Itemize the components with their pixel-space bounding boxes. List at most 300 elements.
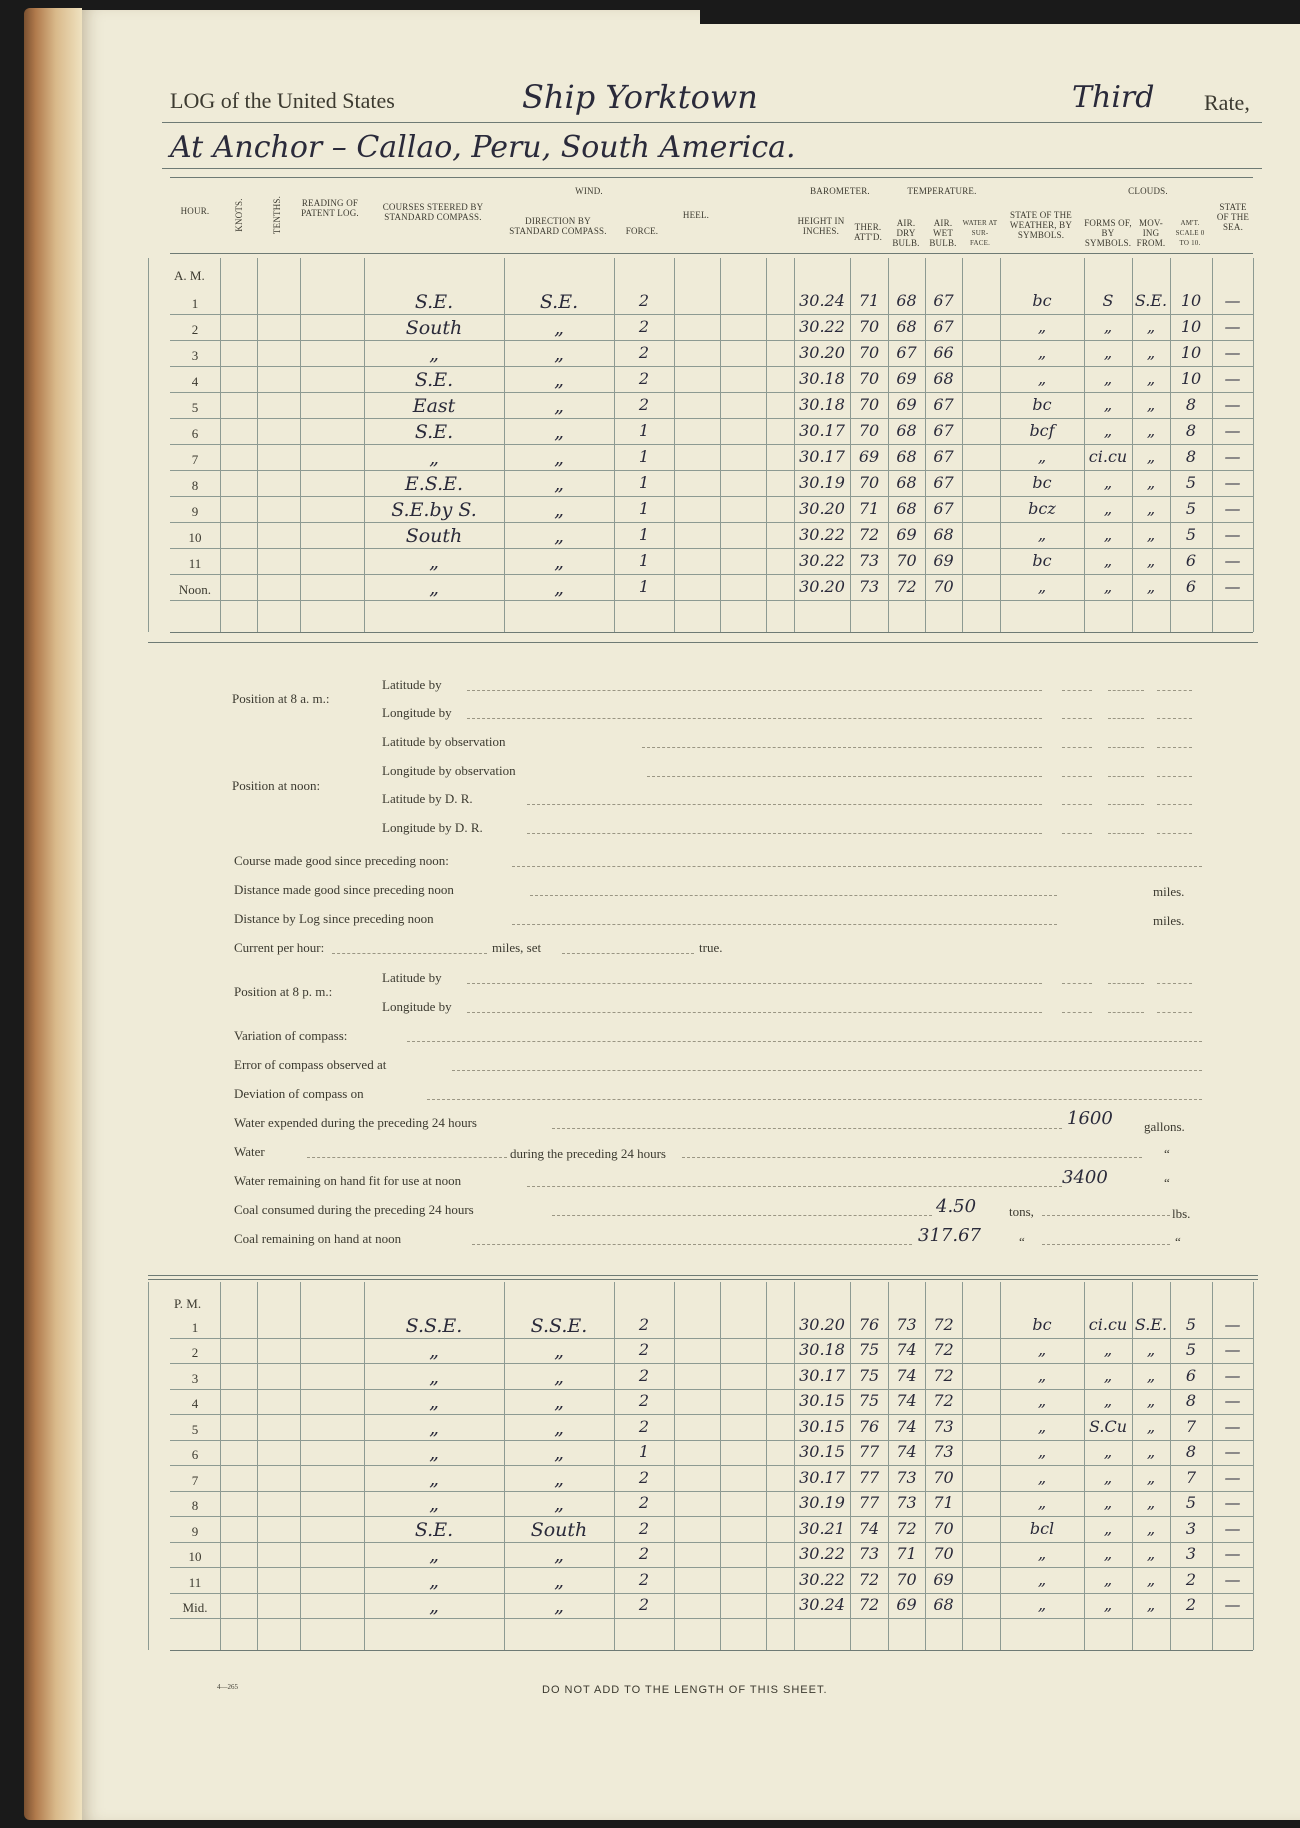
am-cell-baro: 30.17 xyxy=(799,447,845,466)
am-cell-amount: 6 xyxy=(1185,577,1197,596)
am-label: A. M. xyxy=(174,268,205,283)
am-cell-wet: 68 xyxy=(933,525,954,544)
am-cell-wet: 68 xyxy=(933,369,954,388)
pm-cell-hour: 4 xyxy=(191,1396,199,1411)
am-cell-wet: 67 xyxy=(933,395,954,414)
pm-cell-dir: South xyxy=(530,1518,588,1541)
am-cell-dir: „ xyxy=(554,343,564,365)
am-cell-force: 2 xyxy=(638,369,650,388)
pm-cell-hour: 2 xyxy=(191,1345,199,1360)
pm-cell-wet: 73 xyxy=(933,1442,954,1461)
am-cell-baro: 30.20 xyxy=(799,577,845,596)
am-cell-forms: „ xyxy=(1103,499,1113,518)
water-during-ditto: “ xyxy=(1164,1146,1170,1161)
am-cell-ther: 72 xyxy=(858,525,880,544)
am-cell-force: 1 xyxy=(638,499,650,518)
pm-cell-dir: „ xyxy=(554,1442,564,1464)
am-cell-moving: „ xyxy=(1146,421,1156,440)
pm-cell-course: „ xyxy=(429,1493,439,1515)
am-cell-forms: „ xyxy=(1103,343,1113,362)
am-cell-sea: — xyxy=(1224,551,1241,570)
pm-cell-sea: — xyxy=(1224,1442,1241,1461)
pm-cell-ther: 76 xyxy=(858,1314,880,1334)
am-cell-dir: „ xyxy=(554,421,564,443)
distance-made-good: Distance made good since preceding noon xyxy=(234,882,454,897)
am-cell-amount: 10 xyxy=(1180,317,1202,336)
am-cell-ther: 70 xyxy=(858,369,880,388)
pm-cell-sea: — xyxy=(1224,1518,1241,1538)
am-cell-moving: „ xyxy=(1146,473,1156,492)
pm-cell-forms: „ xyxy=(1103,1518,1113,1538)
coal-remaining-ditto-2: “ xyxy=(1175,1234,1181,1249)
am-cell-course: East xyxy=(412,395,456,417)
pm-cell-hour: 11 xyxy=(188,1574,202,1590)
am-cell-forms: „ xyxy=(1103,421,1113,440)
variation-of-compass: Variation of compass: xyxy=(234,1028,348,1043)
distance-made-miles: miles. xyxy=(1153,884,1185,899)
pm-cell-dir: „ xyxy=(554,1416,564,1439)
pos-noon-lat-obs: Latitude by observation xyxy=(382,734,506,749)
am-cell-forms: „ xyxy=(1103,369,1113,388)
am-cell-hour: 2 xyxy=(191,322,199,337)
pm-cell-dry: 69 xyxy=(896,1595,917,1614)
pos-noon-lat-dr: Latitude by D. R. xyxy=(382,791,473,806)
am-cell-course: E.S.E. xyxy=(404,473,464,495)
am-cell-dir: „ xyxy=(554,577,564,599)
am-cell-ther: 70 xyxy=(858,343,880,362)
hdr-baro-height: HEIGHT IN INCHES. xyxy=(797,216,845,236)
pm-cell-amount: 6 xyxy=(1185,1365,1197,1385)
pm-cell-sea: — xyxy=(1224,1569,1241,1589)
am-cell-baro: 30.18 xyxy=(799,369,845,388)
am-cell-force: 1 xyxy=(638,421,650,440)
pm-cell-force: 2 xyxy=(638,1518,650,1538)
pm-cell-weather: bc xyxy=(1032,1314,1052,1334)
am-cell-moving: „ xyxy=(1146,317,1156,336)
am-cell-baro: 30.22 xyxy=(799,551,845,570)
pm-cell-dry: 74 xyxy=(896,1416,917,1436)
current-per-hour: Current per hour: xyxy=(234,940,325,955)
am-cell-course: „ xyxy=(429,447,439,469)
am-cell-weather: bcf xyxy=(1029,421,1055,440)
pm-cell-ther: 75 xyxy=(858,1340,880,1359)
am-cell-ther: 69 xyxy=(858,447,880,466)
pm-cell-hour: 10 xyxy=(188,1549,202,1564)
am-cell-hour: 9 xyxy=(191,504,199,519)
distance-log-miles: miles. xyxy=(1153,913,1185,928)
pm-cell-wet: 73 xyxy=(933,1416,954,1436)
pm-cell-ther: 77 xyxy=(858,1442,880,1461)
ship-name: Ship Yorktown xyxy=(522,78,758,116)
am-cell-moving: „ xyxy=(1146,343,1156,362)
am-cell-hour: 5 xyxy=(191,400,199,415)
am-cell-amount: 8 xyxy=(1185,395,1197,414)
pm-cell-course: „ xyxy=(429,1391,439,1413)
pm-cell-force: 2 xyxy=(638,1544,650,1563)
pm-cell-course: S.S.E. xyxy=(405,1314,463,1337)
pm-cell-forms: ci.cu xyxy=(1088,1314,1128,1334)
pm-cell-baro: 30.22 xyxy=(799,1544,845,1563)
am-cell-wet: 66 xyxy=(933,343,954,362)
course-made-good: Course made good since preceding noon: xyxy=(234,853,449,868)
pos-noon-label: Position at noon: xyxy=(232,778,321,793)
am-cell-moving: „ xyxy=(1146,499,1156,518)
pm-cell-ther: 75 xyxy=(858,1391,880,1410)
ship-rate-value: Third xyxy=(1072,80,1155,115)
pos-8am-long: Longitude by xyxy=(382,705,452,720)
am-cell-weather: bc xyxy=(1032,551,1052,570)
pm-cell-amount: 2 xyxy=(1185,1595,1197,1614)
am-cell-course: „ xyxy=(429,343,439,365)
am-cell-weather: „ xyxy=(1037,447,1047,466)
pm-cell-ther: 77 xyxy=(858,1467,880,1487)
am-cell-force: 1 xyxy=(638,551,650,570)
pm-cell-ther: 72 xyxy=(858,1569,880,1589)
pm-cell-amount: 5 xyxy=(1185,1340,1197,1359)
location-line: At Anchor – Callao, Peru, South America. xyxy=(170,130,796,165)
am-cell-dry: 67 xyxy=(896,343,917,362)
am-cell-course: South xyxy=(405,525,463,547)
pm-cell-forms: S.Cu xyxy=(1088,1416,1128,1436)
am-cell-hour: 3 xyxy=(191,348,199,363)
pm-cell-course: „ xyxy=(429,1467,439,1490)
pm-cell-moving: „ xyxy=(1146,1416,1156,1436)
hdr-wind-direction: DIRECTION BY STANDARD COMPASS. xyxy=(509,216,607,236)
am-cell-baro: 30.24 xyxy=(799,291,845,310)
am-cell-sea: — xyxy=(1224,525,1241,544)
pm-cell-sea: — xyxy=(1224,1365,1241,1385)
pm-cell-wet: 72 xyxy=(933,1340,954,1359)
am-cell-sea: — xyxy=(1224,291,1241,310)
pm-cell-dry: 73 xyxy=(896,1467,917,1487)
pm-cell-hour: 1 xyxy=(191,1319,199,1335)
coal-tons: tons, xyxy=(1009,1204,1034,1219)
am-cell-hour: 6 xyxy=(191,426,199,441)
pm-cell-ther: 73 xyxy=(858,1544,880,1563)
water-during: during the preceding 24 hours xyxy=(510,1146,666,1161)
pm-cell-moving: „ xyxy=(1146,1467,1156,1487)
pm-cell-weather: „ xyxy=(1037,1595,1047,1614)
am-cell-forms: ci.cu xyxy=(1088,447,1128,466)
pm-cell-force: 2 xyxy=(638,1391,650,1410)
am-cell-sea: — xyxy=(1224,421,1241,440)
pos-8pm-label: Position at 8 p. m.: xyxy=(234,984,333,999)
pm-cell-sea: — xyxy=(1224,1340,1241,1359)
am-cell-dry: 68 xyxy=(896,421,917,440)
pm-cell-amount: 3 xyxy=(1185,1518,1197,1538)
water-expended-value: 1600 xyxy=(1067,1108,1113,1129)
am-cell-amount: 5 xyxy=(1185,525,1197,544)
am-cell-force: 2 xyxy=(638,317,650,336)
am-cell-baro: 30.22 xyxy=(799,525,845,544)
hdr-tenths: TENTHS. xyxy=(272,195,282,235)
am-cell-course: South xyxy=(405,317,463,339)
am-cell-wet: 70 xyxy=(933,577,954,596)
water-remaining-value: 3400 xyxy=(1062,1167,1108,1188)
am-cell-dir: „ xyxy=(554,499,564,521)
am-cell-moving: „ xyxy=(1146,577,1156,596)
pm-cell-hour: 3 xyxy=(191,1370,199,1386)
am-cell-dry: 68 xyxy=(896,473,917,492)
pm-cell-force: 2 xyxy=(638,1340,650,1359)
pm-cell-baro: 30.17 xyxy=(799,1365,845,1385)
pm-cell-baro: 30.15 xyxy=(799,1416,845,1436)
am-cell-weather: „ xyxy=(1037,577,1047,596)
pm-cell-weather: bcl xyxy=(1029,1518,1055,1538)
pm-cell-dir: „ xyxy=(554,1391,564,1413)
pm-cell-weather: „ xyxy=(1037,1467,1047,1487)
length-notice: DO NOT ADD TO THE LENGTH OF THIS SHEET. xyxy=(542,1684,828,1696)
pm-cell-course: „ xyxy=(429,1595,439,1617)
pm-cell-hour: 6 xyxy=(191,1447,199,1462)
am-cell-weather: bc xyxy=(1032,291,1052,310)
am-cell-hour: 11 xyxy=(188,556,202,571)
am-cell-amount: 6 xyxy=(1185,551,1197,570)
pm-cell-baro: 30.19 xyxy=(799,1493,845,1512)
pm-cell-forms: „ xyxy=(1103,1544,1113,1563)
am-cell-moving: „ xyxy=(1146,395,1156,414)
pm-cell-ther: 74 xyxy=(858,1518,880,1538)
am-cell-baro: 30.22 xyxy=(799,317,845,336)
pm-cell-forms: „ xyxy=(1103,1569,1113,1589)
log-title-prefix: LOG of the United States xyxy=(170,88,395,113)
am-cell-dry: 69 xyxy=(896,525,917,544)
am-cell-forms: „ xyxy=(1103,395,1113,414)
pm-cell-course: „ xyxy=(429,1365,439,1388)
pm-cell-wet: 70 xyxy=(933,1518,954,1538)
pm-cell-force: 2 xyxy=(638,1595,650,1614)
pm-cell-moving: „ xyxy=(1146,1544,1156,1563)
hdr-knots: KNOTS. xyxy=(234,198,244,232)
pm-cell-baro: 30.18 xyxy=(799,1340,845,1359)
pm-cell-sea: — xyxy=(1224,1544,1241,1563)
am-cell-forms: S xyxy=(1102,291,1114,310)
coal-consumed-value: 4.50 xyxy=(936,1196,977,1217)
hdr-temperature: TEMPERATURE. xyxy=(907,186,977,196)
pm-cell-weather: „ xyxy=(1037,1442,1047,1461)
pm-cell-wet: 72 xyxy=(933,1314,954,1334)
pm-cell-moving: „ xyxy=(1146,1442,1156,1461)
am-cell-sea: — xyxy=(1224,395,1241,414)
am-cell-sea: — xyxy=(1224,447,1241,466)
pm-cell-forms: „ xyxy=(1103,1340,1113,1359)
pm-cell-hour: 7 xyxy=(191,1472,199,1488)
hdr-weather: STATE OF THE WEATHER, BY SYMBOLS. xyxy=(1009,210,1073,240)
am-cell-dir: „ xyxy=(554,317,564,339)
pm-cell-dry: 70 xyxy=(896,1569,917,1589)
am-cell-force: 2 xyxy=(638,395,650,414)
pm-cell-dry: 73 xyxy=(896,1493,917,1512)
hdr-clouds: CLOUDS. xyxy=(1128,186,1168,196)
ship-rate-label: Rate, xyxy=(1204,90,1250,115)
pm-cell-moving: „ xyxy=(1146,1365,1156,1385)
am-cell-course: „ xyxy=(429,577,439,599)
pm-cell-wet: 69 xyxy=(933,1569,954,1589)
pm-cell-ther: 76 xyxy=(858,1416,880,1436)
pm-cell-wet: 70 xyxy=(933,1467,954,1487)
am-cell-force: 1 xyxy=(638,525,650,544)
pm-cell-wet: 71 xyxy=(933,1493,954,1512)
hdr-hour: HOUR. xyxy=(180,206,210,216)
am-cell-force: 2 xyxy=(638,343,650,362)
am-cell-amount: 10 xyxy=(1180,343,1202,362)
hdr-wind: WIND. xyxy=(575,186,603,196)
distance-by-log: Distance by Log since preceding noon xyxy=(234,911,434,926)
am-cell-force: 1 xyxy=(638,447,650,466)
am-cell-forms: „ xyxy=(1103,551,1113,570)
pm-cell-dir: „ xyxy=(554,1595,564,1617)
pm-cell-hour: 8 xyxy=(191,1498,199,1513)
book-spine xyxy=(24,8,82,1820)
am-cell-amount: 8 xyxy=(1185,421,1197,440)
am-cell-forms: „ xyxy=(1103,525,1113,544)
pm-cell-force: 1 xyxy=(638,1442,650,1461)
pm-cell-baro: 30.15 xyxy=(799,1442,845,1461)
am-cell-moving: „ xyxy=(1146,525,1156,544)
pm-cell-moving: „ xyxy=(1146,1493,1156,1512)
pm-cell-force: 2 xyxy=(638,1493,650,1512)
pos-8am-lat: Latitude by xyxy=(382,677,442,692)
hdr-cloud-amount: AM'T. SCALE 0 TO 10. xyxy=(1175,219,1205,247)
am-cell-hour: 7 xyxy=(191,452,199,467)
am-cell-course: „ xyxy=(429,551,439,573)
water-gallons: gallons. xyxy=(1144,1119,1185,1134)
hdr-heel: HEEL. xyxy=(682,210,710,220)
pm-cell-sea: — xyxy=(1224,1467,1241,1487)
am-cell-weather: „ xyxy=(1037,317,1047,336)
am-cell-ther: 70 xyxy=(858,473,880,492)
am-cell-wet: 67 xyxy=(933,291,954,310)
am-cell-amount: 10 xyxy=(1180,369,1202,388)
pm-cell-dir: „ xyxy=(554,1340,564,1362)
pm-cell-dry: 72 xyxy=(896,1518,917,1538)
error-of-compass: Error of compass observed at xyxy=(234,1057,387,1072)
pos-8pm-long: Longitude by xyxy=(382,999,452,1014)
pm-cell-sea: — xyxy=(1224,1493,1241,1512)
pm-cell-dry: 74 xyxy=(896,1340,917,1359)
pm-cell-forms: „ xyxy=(1103,1365,1113,1385)
am-cell-amount: 10 xyxy=(1180,291,1202,310)
am-cell-amount: 8 xyxy=(1185,447,1197,466)
am-cell-baro: 30.17 xyxy=(799,421,845,440)
am-cell-moving: „ xyxy=(1146,447,1156,466)
coal-remaining-ditto: “ xyxy=(1019,1234,1025,1249)
pm-cell-course: „ xyxy=(429,1416,439,1439)
water-remaining-label: Water remaining on hand fit for use at noon xyxy=(234,1173,462,1188)
am-cell-amount: 5 xyxy=(1185,499,1197,518)
am-cell-baro: 30.18 xyxy=(799,395,845,414)
am-cell-dry: 68 xyxy=(896,291,917,310)
pm-cell-moving: S.E. xyxy=(1134,1314,1168,1334)
pm-cell-baro: 30.22 xyxy=(799,1569,845,1589)
pm-cell-forms: „ xyxy=(1103,1467,1113,1487)
am-cell-dry: 68 xyxy=(896,499,917,518)
pm-cell-baro: 30.15 xyxy=(799,1391,845,1410)
hdr-sea: STATE OF THE SEA. xyxy=(1216,202,1250,232)
am-cell-baro: 30.20 xyxy=(799,343,845,362)
pm-cell-course: „ xyxy=(429,1340,439,1362)
am-cell-force: 1 xyxy=(638,577,650,596)
pm-cell-weather: „ xyxy=(1037,1391,1047,1410)
pm-cell-weather: „ xyxy=(1037,1544,1047,1563)
hdr-air-wet: AIR. WET BULB. xyxy=(929,218,957,248)
pm-cell-dir: „ xyxy=(554,1365,564,1388)
am-cell-hour: 8 xyxy=(191,478,199,493)
pm-cell-dry: 71 xyxy=(896,1544,917,1563)
pm-cell-course: „ xyxy=(429,1544,439,1566)
pm-cell-dir: „ xyxy=(554,1544,564,1566)
am-cell-ther: 71 xyxy=(858,499,880,518)
am-cell-amount: 5 xyxy=(1185,473,1197,492)
pm-cell-wet: 70 xyxy=(933,1544,954,1563)
pm-cell-force: 2 xyxy=(638,1314,650,1334)
pm-cell-hour: 5 xyxy=(191,1421,199,1437)
pm-cell-sea: — xyxy=(1224,1314,1241,1334)
pm-cell-force: 2 xyxy=(638,1467,650,1487)
am-cell-force: 2 xyxy=(638,291,650,310)
pm-cell-amount: 2 xyxy=(1185,1569,1197,1589)
am-cell-weather: „ xyxy=(1037,525,1047,544)
pm-cell-weather: „ xyxy=(1037,1416,1047,1436)
am-cell-forms: „ xyxy=(1103,473,1113,492)
hdr-barometer: BAROMETER. xyxy=(810,186,870,196)
pm-cell-hour: Mid. xyxy=(182,1600,208,1615)
am-cell-force: 1 xyxy=(638,473,650,492)
pm-cell-dry: 74 xyxy=(896,1391,917,1410)
am-cell-wet: 67 xyxy=(933,421,954,440)
am-cell-wet: 67 xyxy=(933,499,954,518)
pm-cell-weather: „ xyxy=(1037,1365,1047,1385)
pm-cell-sea: — xyxy=(1224,1391,1241,1410)
pm-cell-amount: 8 xyxy=(1185,1442,1197,1461)
pm-cell-dir: „ xyxy=(554,1493,564,1515)
am-cell-course: S.E. xyxy=(414,291,454,313)
am-cell-baro: 30.19 xyxy=(799,473,845,492)
hdr-cloud-forms: FORMS OF, BY SYMBOLS. xyxy=(1084,218,1132,248)
pm-cell-force: 2 xyxy=(638,1569,650,1589)
am-cell-wet: 67 xyxy=(933,447,954,466)
hdr-water-surface: WATER AT SUR-FACE. xyxy=(962,219,998,247)
am-cell-sea: — xyxy=(1224,473,1241,492)
pm-cell-moving: „ xyxy=(1146,1595,1156,1614)
pm-cell-baro: 30.17 xyxy=(799,1467,845,1487)
am-cell-dry: 68 xyxy=(896,317,917,336)
pm-cell-ther: 77 xyxy=(858,1493,880,1512)
am-cell-weather: „ xyxy=(1037,343,1047,362)
pm-cell-wet: 72 xyxy=(933,1391,954,1410)
am-cell-ther: 71 xyxy=(858,291,880,310)
am-cell-dir: „ xyxy=(554,395,564,417)
am-cell-hour: 1 xyxy=(191,296,199,311)
am-cell-sea: — xyxy=(1224,577,1241,596)
pos-8pm-lat: Latitude by xyxy=(382,970,442,985)
coal-lbs: lbs. xyxy=(1172,1206,1191,1221)
pm-cell-amount: 5 xyxy=(1185,1314,1197,1334)
pm-cell-baro: 30.20 xyxy=(799,1314,845,1334)
pm-cell-baro: 30.21 xyxy=(799,1518,845,1538)
hdr-wind-force: FORCE. xyxy=(625,226,659,236)
am-cell-hour: 4 xyxy=(191,374,199,389)
hdr-air-dry: AIR. DRY BULB. xyxy=(892,218,920,248)
am-cell-hour: 10 xyxy=(188,530,202,545)
am-cell-ther: 70 xyxy=(858,395,880,414)
pm-cell-course: S.E. xyxy=(414,1518,454,1541)
am-cell-dir: „ xyxy=(554,525,564,547)
deviation-of-compass: Deviation of compass on xyxy=(234,1086,364,1101)
pm-cell-amount: 5 xyxy=(1185,1493,1197,1512)
am-cell-sea: — xyxy=(1224,343,1241,362)
am-cell-moving: „ xyxy=(1146,551,1156,570)
